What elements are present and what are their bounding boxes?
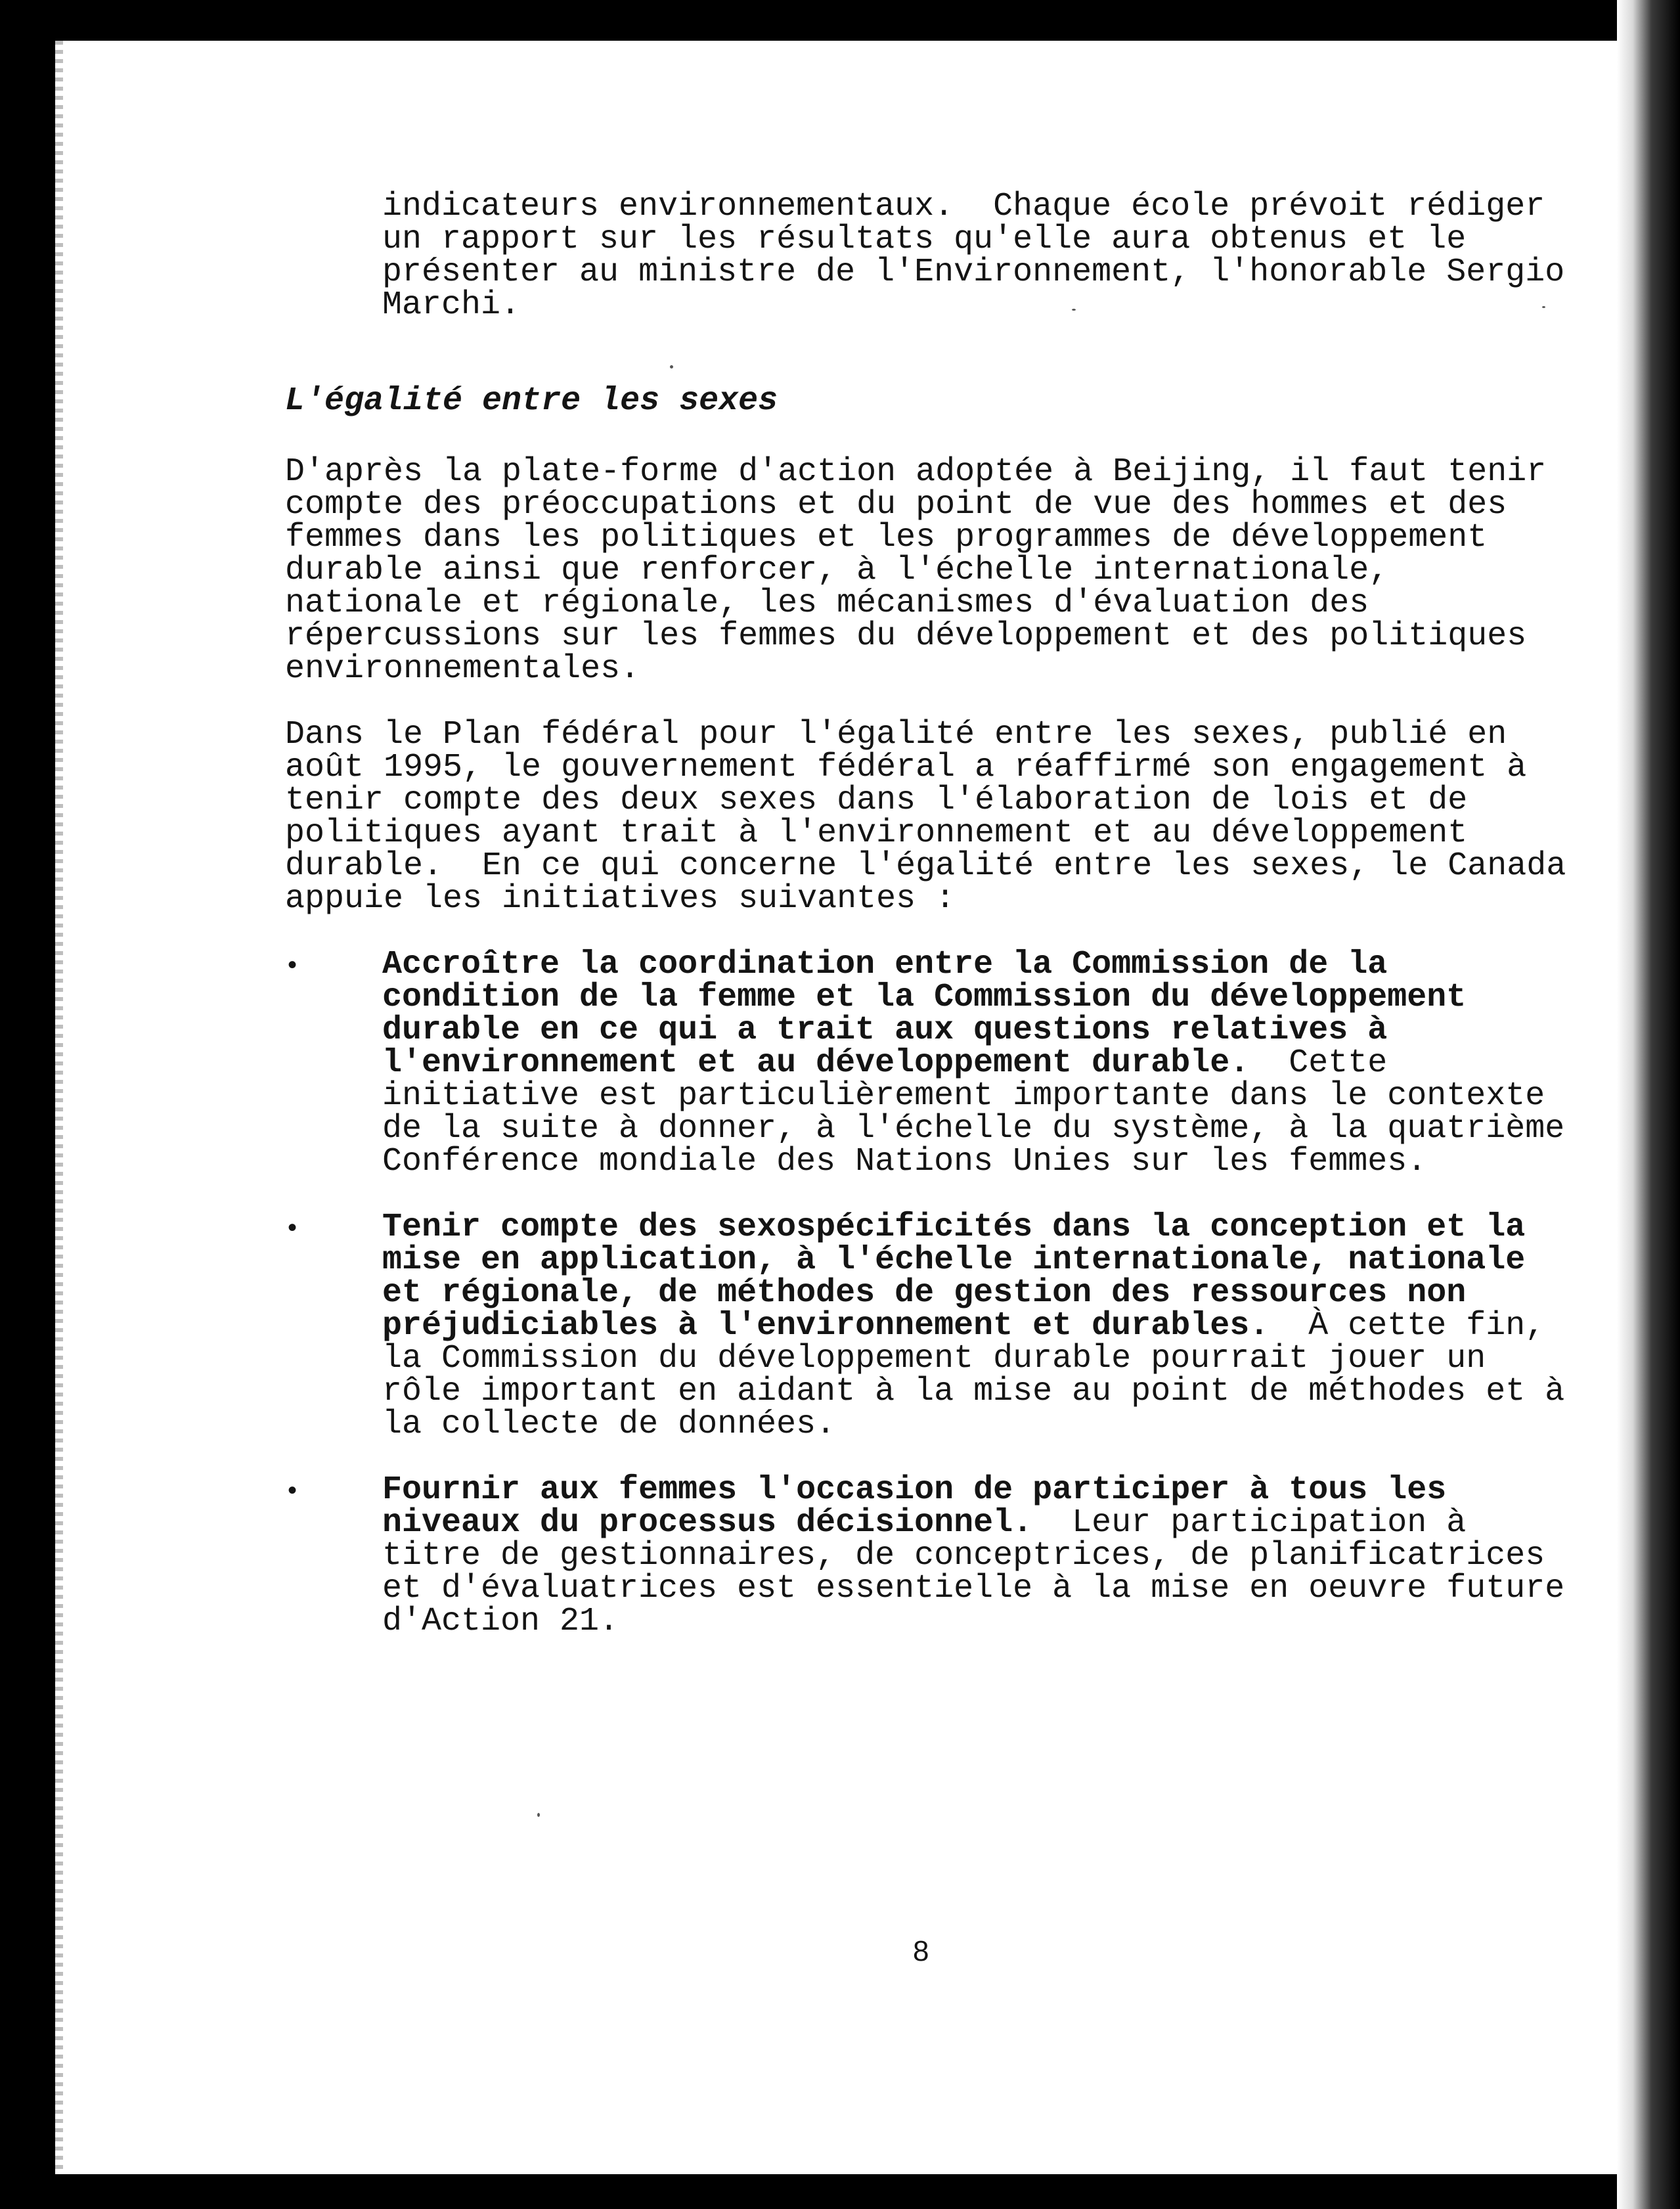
text-fragment: Leur participation à	[1032, 1504, 1467, 1542]
text-line: compte des préoccupations et du point de vue des hommes et des	[285, 486, 1507, 524]
bullet-icon: •	[288, 1213, 298, 1242]
list-item	[382, 1471, 1617, 1640]
text-line: durable ainsi que renforcer, à l'échelle internationale,	[285, 552, 1389, 589]
text-line: de la suite à donner, à l'échelle du système, à la quatrième	[382, 1110, 1565, 1148]
text-line: répercussions sur les femmes du développement et des politiques	[285, 617, 1527, 655]
scan-speck	[537, 1813, 540, 1817]
text-line: nationale et régionale, les mécanismes d'évaluation des	[285, 585, 1369, 622]
scan-speck	[1542, 306, 1545, 308]
text-line: d'Action 21.	[382, 1603, 619, 1640]
text-line: Marchi.	[382, 286, 521, 324]
text-line: D'après la plate-forme d'action adoptée à Beijing, il faut tenir	[285, 453, 1547, 491]
text-fragment: À cette fin,	[1269, 1307, 1545, 1345]
text-line: Dans le Plan fédéral pour l'égalité entre les sexes, publié en	[285, 716, 1507, 753]
bullet-icon: •	[288, 950, 298, 979]
text-line: et d'évaluatrices est essentielle à la mise en oeuvre future	[382, 1570, 1565, 1607]
bold-line: l'environnement et au développement durable.	[382, 1044, 1250, 1082]
bold-line: mise en application, à l'échelle internationale, nationale	[382, 1241, 1526, 1279]
scan-speck	[670, 365, 673, 368]
text-line: Conférence mondiale des Nations Unies sur les femmes.	[382, 1143, 1427, 1180]
page-number: 8	[913, 1935, 929, 1967]
text-line: titre de gestionnaires, de conceptrices, de planificatrices	[382, 1537, 1545, 1574]
bold-line: condition de la femme et la Commission du développement	[382, 979, 1467, 1016]
text-line: environnementales.	[285, 650, 640, 688]
bold-line: Accroître la coordination entre la Commission de la	[382, 946, 1388, 983]
scan-speck	[1072, 309, 1076, 311]
bold-line: et régionale, de méthodes de gestion des ressources non	[382, 1274, 1467, 1312]
text-line: durable. En ce qui concerne l'égalité entre les sexes, le Canada	[285, 847, 1566, 885]
bold-line: préjudiciables à l'environnement et durables.	[382, 1307, 1270, 1345]
list-item	[382, 948, 1617, 1178]
text-fragment: Cette	[1249, 1044, 1388, 1082]
section-heading: L'égalité entre les sexes	[285, 382, 778, 420]
bold-line: durable en ce qui a trait aux questions relatives à	[382, 1012, 1388, 1049]
text-line: la collecte de données.	[382, 1406, 836, 1443]
text-line: appuie les initiatives suivantes :	[285, 880, 956, 918]
text-line: présenter au ministre de l'Environnement, l'honorable Sergio	[382, 254, 1565, 291]
text-line: politiques ayant trait à l'environnement et au développement	[285, 814, 1468, 852]
bold-line: Tenir compte des sexospécificités dans la conception et la	[382, 1209, 1526, 1246]
bold-line: niveaux du processus décisionnel.	[382, 1504, 1033, 1542]
bullet-icon: •	[288, 1476, 298, 1505]
scan-shadow-edge	[1617, 0, 1680, 2209]
text-line: rôle important en aidant à la mise au point de méthodes et à	[382, 1373, 1565, 1410]
text-line: un rapport sur les résultats qu'elle aura obtenus et le	[382, 221, 1467, 258]
text-line: tenir compte des deux sexes dans l'élaboration de lois et de	[285, 782, 1468, 819]
text-line: la Commission du développement durable pourrait jouer un	[382, 1340, 1486, 1377]
text-line: femmes dans les politiques et les programmes de développement	[285, 519, 1488, 556]
bold-line: Fournir aux femmes l'occasion de participer à tous les	[382, 1471, 1447, 1509]
binding-edge	[55, 41, 63, 2174]
text-line: initiative est particulièrement importante dans le contexte	[382, 1077, 1545, 1115]
list-item	[382, 1211, 1617, 1441]
text-line: indicateurs environnementaux. Chaque école prévoit rédiger	[382, 188, 1545, 225]
text-line: août 1995, le gouvernement fédéral a réaffirmé son engagement à	[285, 749, 1527, 786]
